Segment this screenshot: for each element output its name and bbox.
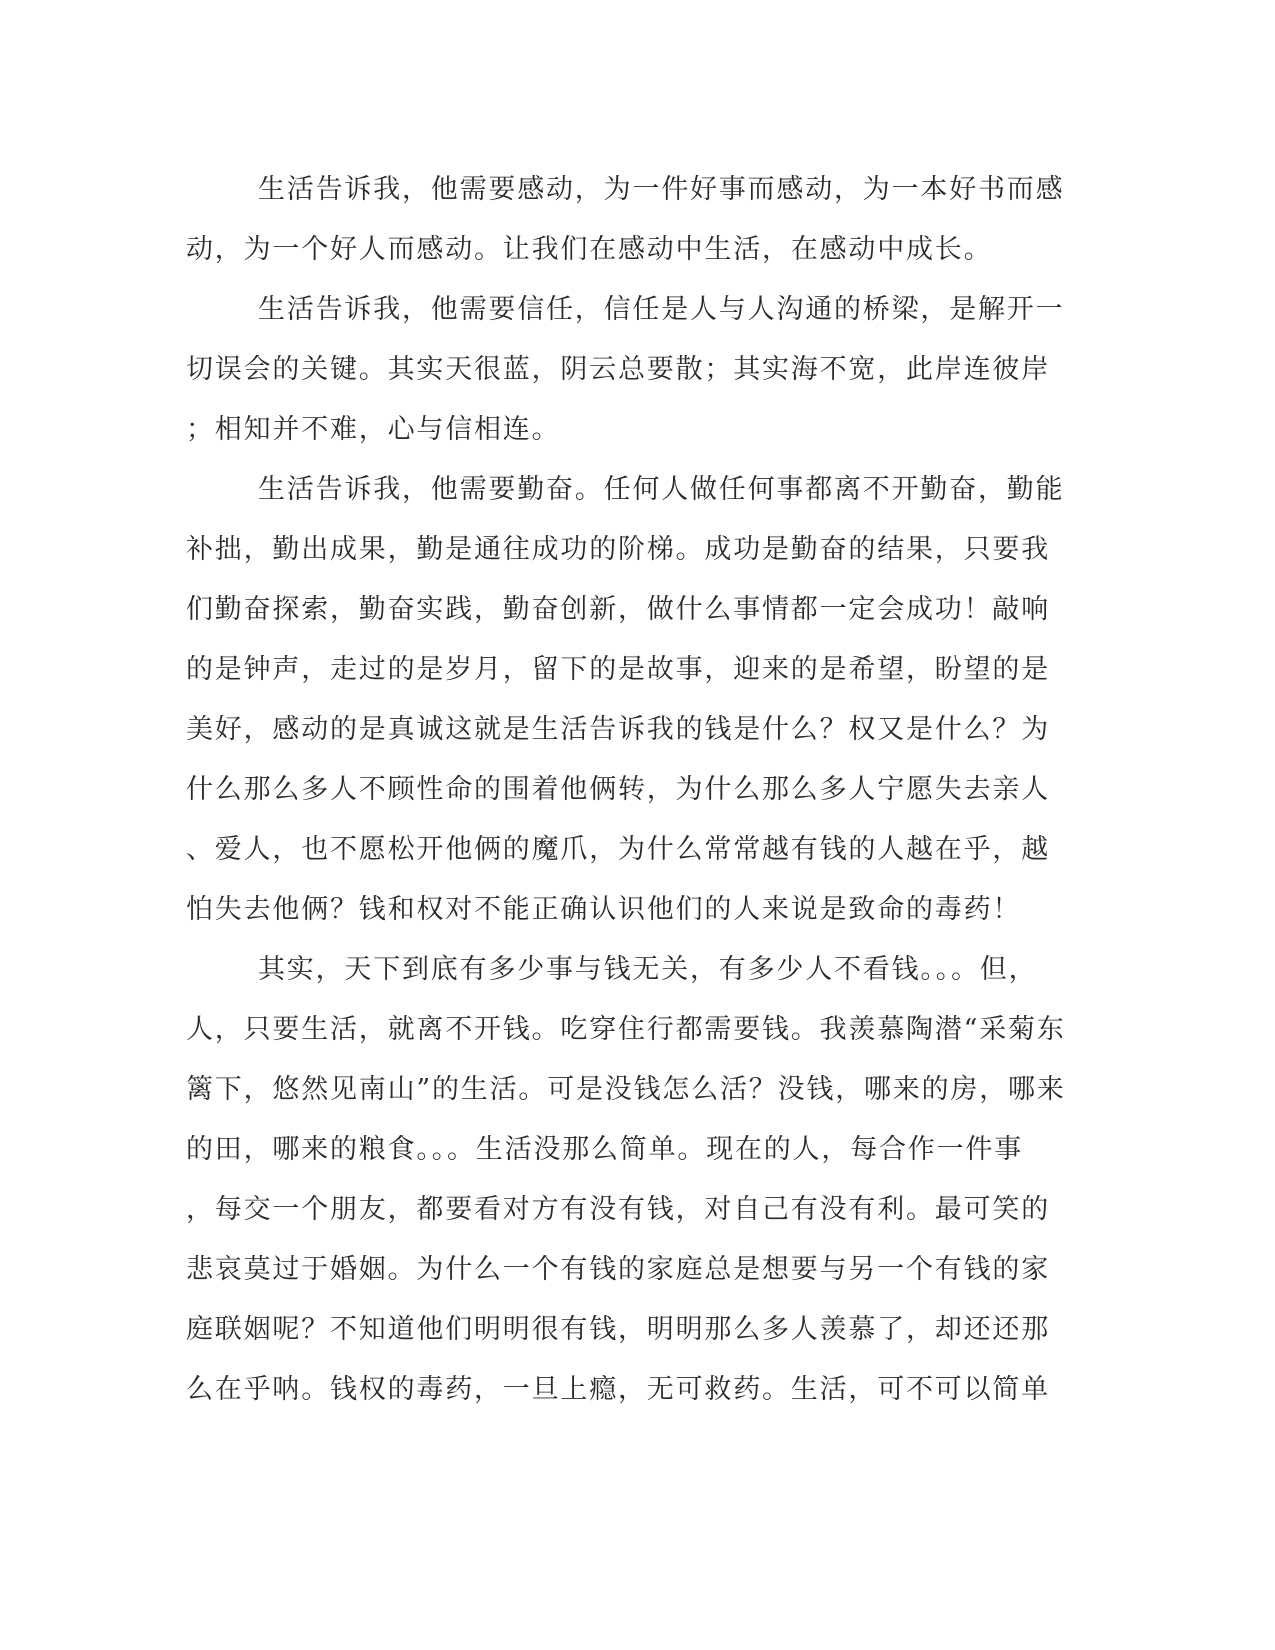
- paragraph-3-line-7: 、爱人，也不愿松开他俩的魔爪，为什么常常越有钱的人越在乎，越: [186, 834, 1050, 865]
- paragraph-4-line-3: 篱下，悠然见南山”的生活。可是没钱怎么活？没钱，哪来的房，哪来: [186, 1074, 1066, 1105]
- paragraph-3-line-5: 美好，感动的是真诚这就是生活告诉我的钱是什么？权又是什么？为: [186, 714, 1050, 745]
- paragraph-3-line-4: 的是钟声，走过的是岁月，留下的是故事，迎来的是希望，盼望的是: [186, 654, 1050, 685]
- paragraph-3-line-8: 怕失去他俩？钱和权对不能正确认识他们的人来说是致命的毒药！: [186, 894, 1022, 925]
- paragraph-4-line-6: 悲哀莫过于婚姻。为什么一个有钱的家庭总是想要与另一个有钱的家: [186, 1254, 1050, 1285]
- paragraph-4-line-4: 的田，哪来的粮食。。。生活没那么简单。现在的人，每合作一件事: [186, 1134, 1023, 1165]
- paragraph-3-line-3: 们勤奋探索，勤奋实践，勤奋创新，做什么事情都一定会成功！敲响: [186, 594, 1050, 625]
- paragraph-4-line-2: 人，只要生活，就离不开钱。吃穿住行都需要钱。我羡慕陶潜“采菊东: [186, 1014, 1066, 1045]
- body-text: [186, 160, 1066, 1420]
- paragraph-4-line-5: ，每交一个朋友，都要看对方有没有钱，对自己有没有利。最可笑的: [186, 1194, 1050, 1225]
- paragraph-3-line-6: 什么那么多人不顾性命的围着他俩转，为什么那么多人宁愿失去亲人: [186, 774, 1050, 805]
- paragraph-4-line-1: 其实，天下到底有多少事与钱无关，有多少人不看钱。。。但，: [258, 954, 1038, 985]
- paragraph-4-line-7: 庭联姻呢？不知道他们明明很有钱，明明那么多人羡慕了，却还还那: [186, 1314, 1050, 1345]
- paragraph-1-line-2: 动，为一个好人而感动。让我们在感动中生活，在感动中成长。: [186, 234, 993, 265]
- paragraph-1-line-1: 生活告诉我，他需要感动，为一件好事而感动，为一本好书而感: [258, 174, 1065, 205]
- paragraph-3-line-2: 补拙，勤出成果，勤是通往成功的阶梯。成功是勤奋的结果，只要我: [186, 534, 1050, 565]
- paragraph-2-line-2: 切误会的关键。其实天很蓝，阴云总要散；其实海不宽，此岸连彼岸: [186, 354, 1050, 385]
- paragraph-3-line-1: 生活告诉我，他需要勤奋。任何人做任何事都离不开勤奋，勤能: [258, 474, 1065, 505]
- paragraph-2-line-3: ；相知并不难，心与信相连。: [186, 414, 561, 445]
- paragraph-4-line-8: 么在乎呐。钱权的毒药，一旦上瘾，无可救药。生活，可不可以简单: [186, 1374, 1050, 1405]
- paragraph-2-line-1: 生活告诉我，他需要信任，信任是人与人沟通的桥梁，是解开一: [258, 294, 1065, 325]
